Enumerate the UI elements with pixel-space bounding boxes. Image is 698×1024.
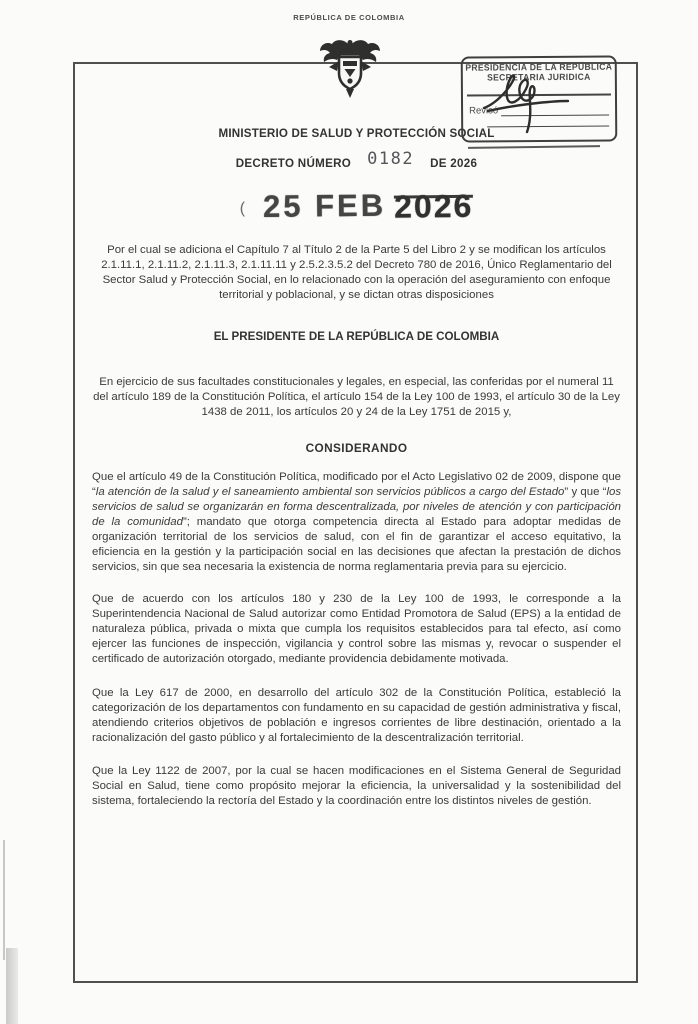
decree-number-row: [92, 149, 621, 171]
republic-header-label: REPÚBLICA DE COLOMBIA: [293, 13, 405, 22]
scanner-shadow-band: [6, 948, 18, 1024]
considerando-paragraph-2: Que de acuerdo con los artículos 180 y 230 de la Ley 100 de 1993, le corresponde a la Superintendencia Nacional de Salud autorizar como Entidad Promotora de Salud (EPS) a la entidad de naturaleza pública, privada o mixta que cumpla los requisitos establecidos para tal efecto, así como ejercer las funciones de inspección, vigilancia y control sobre las mismas y, revocar o suspender el certificado de autorización otorgado, mediante providencia debidamente motivada.: [92, 593, 621, 665]
date-stamp-paren: (: [239, 199, 246, 217]
document-content: [75, 126, 636, 809]
date-stamp-year: 2026: [393, 187, 474, 225]
considerando-paragraph-1: Que el artículo 49 de la Constitución Política, modificado por el Acto Legislativo 02 de 2009, dispone que “la atención de la salud y el saneamiento ambiental son servicios públicos a cargo del Estado” y que “los servicios de salud se organizarán en forma descentralizada, por niveles de atención y con participación de la comunidad”; mandato que otorga competencia directa al Estado para adoptar medidas de organización territorial de los servicios de salud, con el fin de garantizar el acceso equitativo, la eficiencia en la gestión y la participación social en las decisiones que afectan la prestación de dichos servicios, sin que sea necesaria la existencia de norma reglamentaria previa para su ejercicio.: [92, 471, 622, 573]
colombia-coat-of-arms-icon: [318, 37, 382, 105]
date-stamp: [92, 178, 621, 232]
date-stamp-day: 25 FEB: [262, 187, 387, 224]
considerando-heading: CONSIDERANDO: [305, 441, 408, 455]
decree-number-stamp: 0182: [367, 149, 415, 169]
stamp-reviso-label: Revisó: [469, 105, 499, 117]
president-heading: EL PRESIDENTE DE LA REPÚBLICA DE COLOMBIA: [213, 330, 500, 343]
ministry-title: MINISTERIO DE SALUD Y PROTECCIÓN SOCIAL: [218, 127, 495, 140]
faculties-paragraph: En ejercicio de sus facultades constitucionales y legales, en especial, las conferidas por el numeral 11 del artículo 189 de la Constitución Política, el artículo 154 de la Ley 100 de 1993, el artículo 30 de la Ley 1438 de 2011, los artículos 20 y 24 de la Ley 1751 de 2015 y,: [93, 376, 620, 418]
considerando-paragraph-4: Que la Ley 1122 de 2007, por la cual se hacen modificaciones en el Sistema General de Seguridad Social en Salud, tiene como propósito mejorar la eficiencia, la universalidad y la sostenibilidad del sistema, fortaleciendo la rectoría del Estado y la coordinación entre los distintos niveles de gestión.: [92, 765, 621, 807]
stamp-office-line: SECRETARIA JURIDICA: [487, 71, 591, 83]
considerando-paragraph-3: Que la Ley 617 de 2000, en desarrollo del artículo 302 de la Constitución Política, estableció la categorización de los departamentos con fundamento en su capacidad de gestión administrativa y fiscal, atendiendo criterios objetivos de población e ingresos corrientes de libre destinación, orientado a la racionalización del gasto público y al fortalecimiento de la descentralización territorial.: [92, 687, 621, 744]
preamble-paragraph: Por el cual se adiciona el Capítulo 7 al Título 2 de la Parte 5 del Libro 2 y se modifican los artículos 2.1.11.1, 2.1.11.2, 2.1.11.3, 2.1.11.11 y 2.5.2.3.5.2 del Decreto 780 de 2016, Único Reglamentario del Sector Salud y Protección Social, en lo relacionado con la operación del aseguramiento con enfoque territorial y poblacional, y se dictan otras disposiciones: [101, 244, 612, 301]
handwritten-signature: [478, 70, 574, 140]
decree-year-label: DE 2026: [430, 157, 478, 170]
scanner-edge-line: [3, 840, 5, 960]
stamp-entity-line: PRESIDENCIA DE LA REPÚBLICA: [465, 61, 613, 73]
decree-label: DECRETO NÚMERO: [235, 157, 352, 170]
document-border-frame: [73, 62, 638, 983]
